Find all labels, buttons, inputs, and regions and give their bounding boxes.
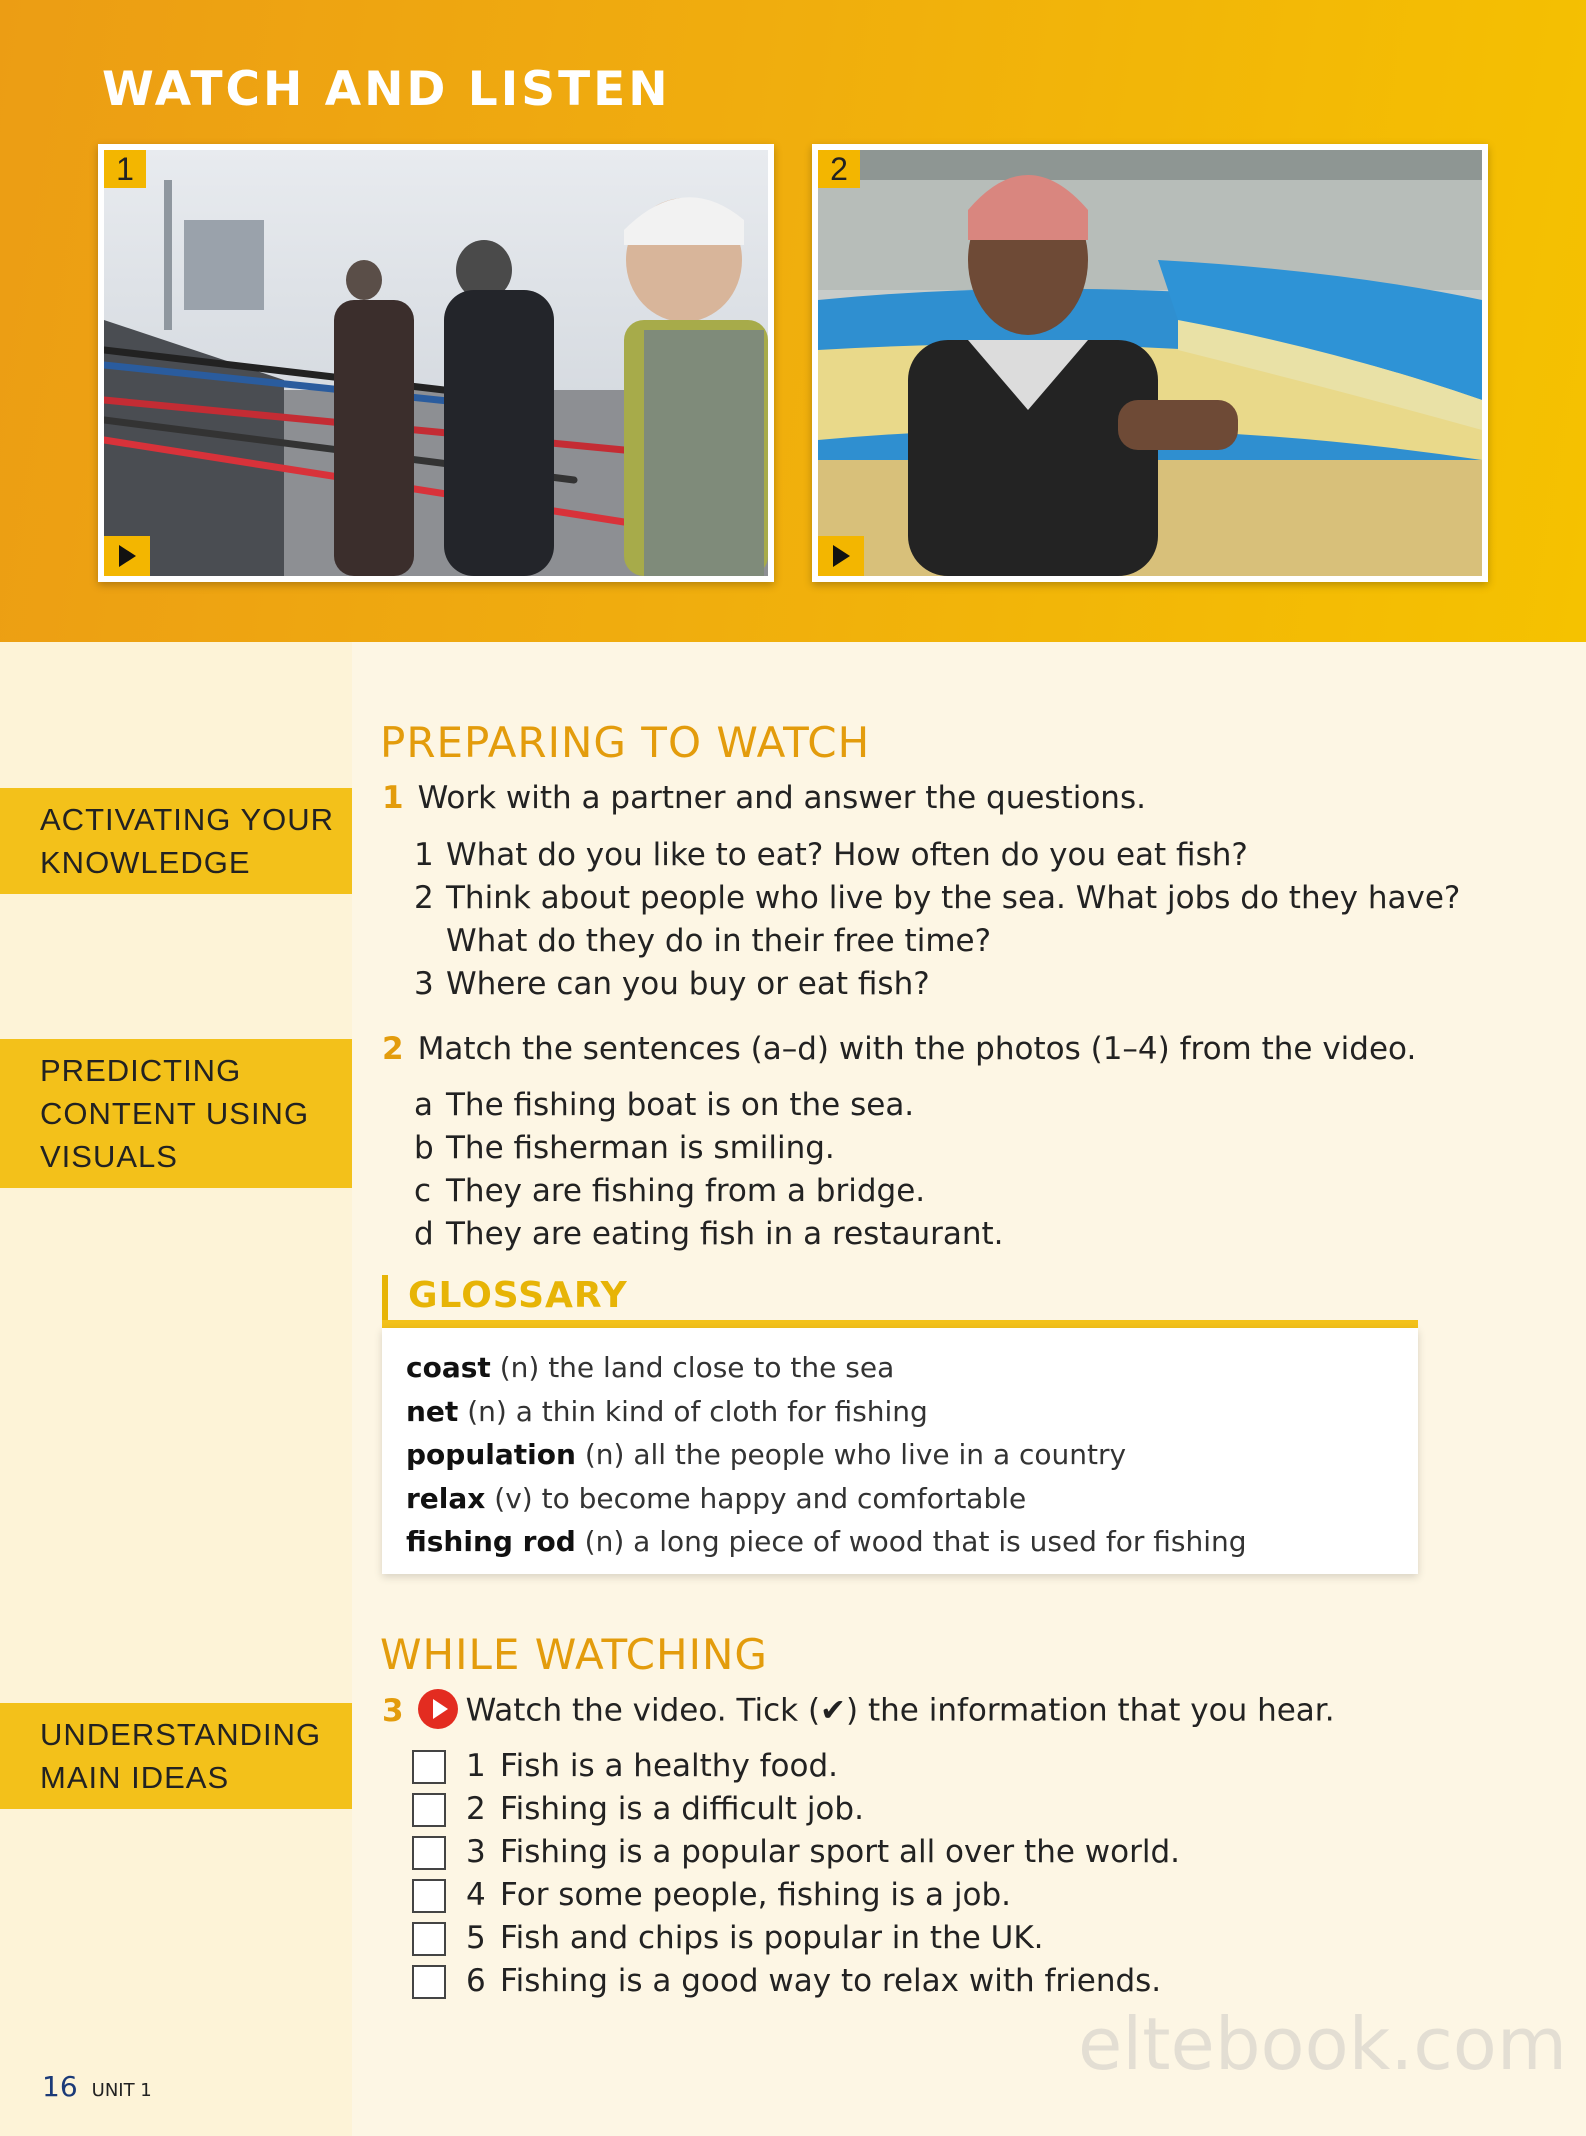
checklist-item: 2 Fishing is a difficult job.: [412, 1788, 1180, 1831]
photo-1-fishing-bridge: [98, 144, 774, 582]
list-item: 1 What do you like to eat? How often do you eat fish?: [414, 837, 1248, 873]
watermark: eltebook.com: [1078, 2002, 1567, 2086]
glossary-entry: net (n) a thin kind of cloth for fishing: [406, 1394, 928, 1428]
play-icon: [119, 545, 136, 567]
list-item: b The fisherman is smiling.: [414, 1130, 835, 1166]
play-video-button[interactable]: [104, 536, 150, 576]
page-footer: [42, 2070, 152, 2103]
task-1-instruction: 1 Work with a partner and answer the questions.: [382, 780, 1146, 816]
list-item: 3 Where can you buy or eat fish?: [414, 966, 930, 1002]
tick-checkbox[interactable]: [412, 1965, 446, 1999]
checklist-item: 5 Fish and chips is popular in the UK.: [412, 1917, 1180, 1960]
list-item: d They are eating fish in a restaurant.: [414, 1216, 1004, 1252]
photo-number: 1: [104, 150, 146, 188]
list-item: What do they do in their free time?: [446, 923, 992, 959]
skill-activating-knowledge: ACTIVATING YOUR KNOWLEDGE: [0, 788, 352, 894]
glossary-entry: population (n) all the people who live in a country: [406, 1438, 1127, 1471]
checklist-item: 1 Fish is a healthy food.: [412, 1745, 1180, 1788]
tick-checkbox[interactable]: [412, 1879, 446, 1913]
page-number: 16: [42, 2070, 78, 2103]
glossary-entry: fishing rod (n) a long piece of wood that is used for fishing: [406, 1525, 1247, 1558]
section-heading-preparing: PREPARING TO WATCH: [380, 718, 871, 767]
play-video-icon[interactable]: [418, 1689, 458, 1729]
header-banner: [0, 0, 1586, 642]
glossary-divider: [382, 1320, 1418, 1328]
section-heading-while-watching: WHILE WATCHING: [380, 1630, 768, 1679]
skill-predicting-content: PREDICTING CONTENT USING VISUALS: [0, 1039, 352, 1188]
photo-number: 2: [818, 150, 860, 188]
task-1-questions: [414, 834, 1460, 1006]
list-item: 2 Think about people who live by the sea. What jobs do they have?: [414, 880, 1461, 916]
tick-checkbox[interactable]: [412, 1922, 446, 1956]
play-video-button[interactable]: [818, 536, 864, 576]
checklist-item: 3 Fishing is a popular sport all over the world.: [412, 1831, 1180, 1874]
glossary-title: GLOSSARY: [382, 1275, 628, 1323]
list-item: a The fishing boat is on the sea.: [414, 1087, 915, 1123]
list-item: c They are fishing from a bridge.: [414, 1173, 926, 1209]
task-2-sentences: [414, 1084, 1004, 1256]
unit-label: UNIT 1: [91, 2080, 152, 2101]
glossary-box: [382, 1328, 1418, 1574]
tick-checkbox[interactable]: [412, 1750, 446, 1784]
photo-1-image: [104, 150, 768, 576]
task-3-checklist: [412, 1745, 1180, 2003]
photo-2-image: [818, 150, 1482, 576]
photo-2-fisherman-boats: [812, 144, 1488, 582]
task-3-instruction: 3 Watch the video. Tick (✔) the information that you hear.: [382, 1692, 1335, 1732]
play-icon: [833, 545, 850, 567]
task-2-instruction: 2 Match the sentences (a–d) with the photos (1–4) from the video.: [382, 1031, 1417, 1067]
skill-understanding-main-ideas: UNDERSTANDING MAIN IDEAS: [0, 1703, 352, 1809]
banner-title: WATCH AND LISTEN: [102, 62, 671, 117]
tick-checkbox[interactable]: [412, 1793, 446, 1827]
glossary-entry: coast (n) the land close to the sea: [406, 1351, 895, 1384]
checklist-item: 4 For some people, fishing is a job.: [412, 1874, 1180, 1917]
glossary-entry: relax (v) to become happy and comfortable: [406, 1481, 1027, 1515]
checklist-item: 6 Fishing is a good way to relax with friends.: [412, 1960, 1180, 2003]
tick-checkbox[interactable]: [412, 1836, 446, 1870]
